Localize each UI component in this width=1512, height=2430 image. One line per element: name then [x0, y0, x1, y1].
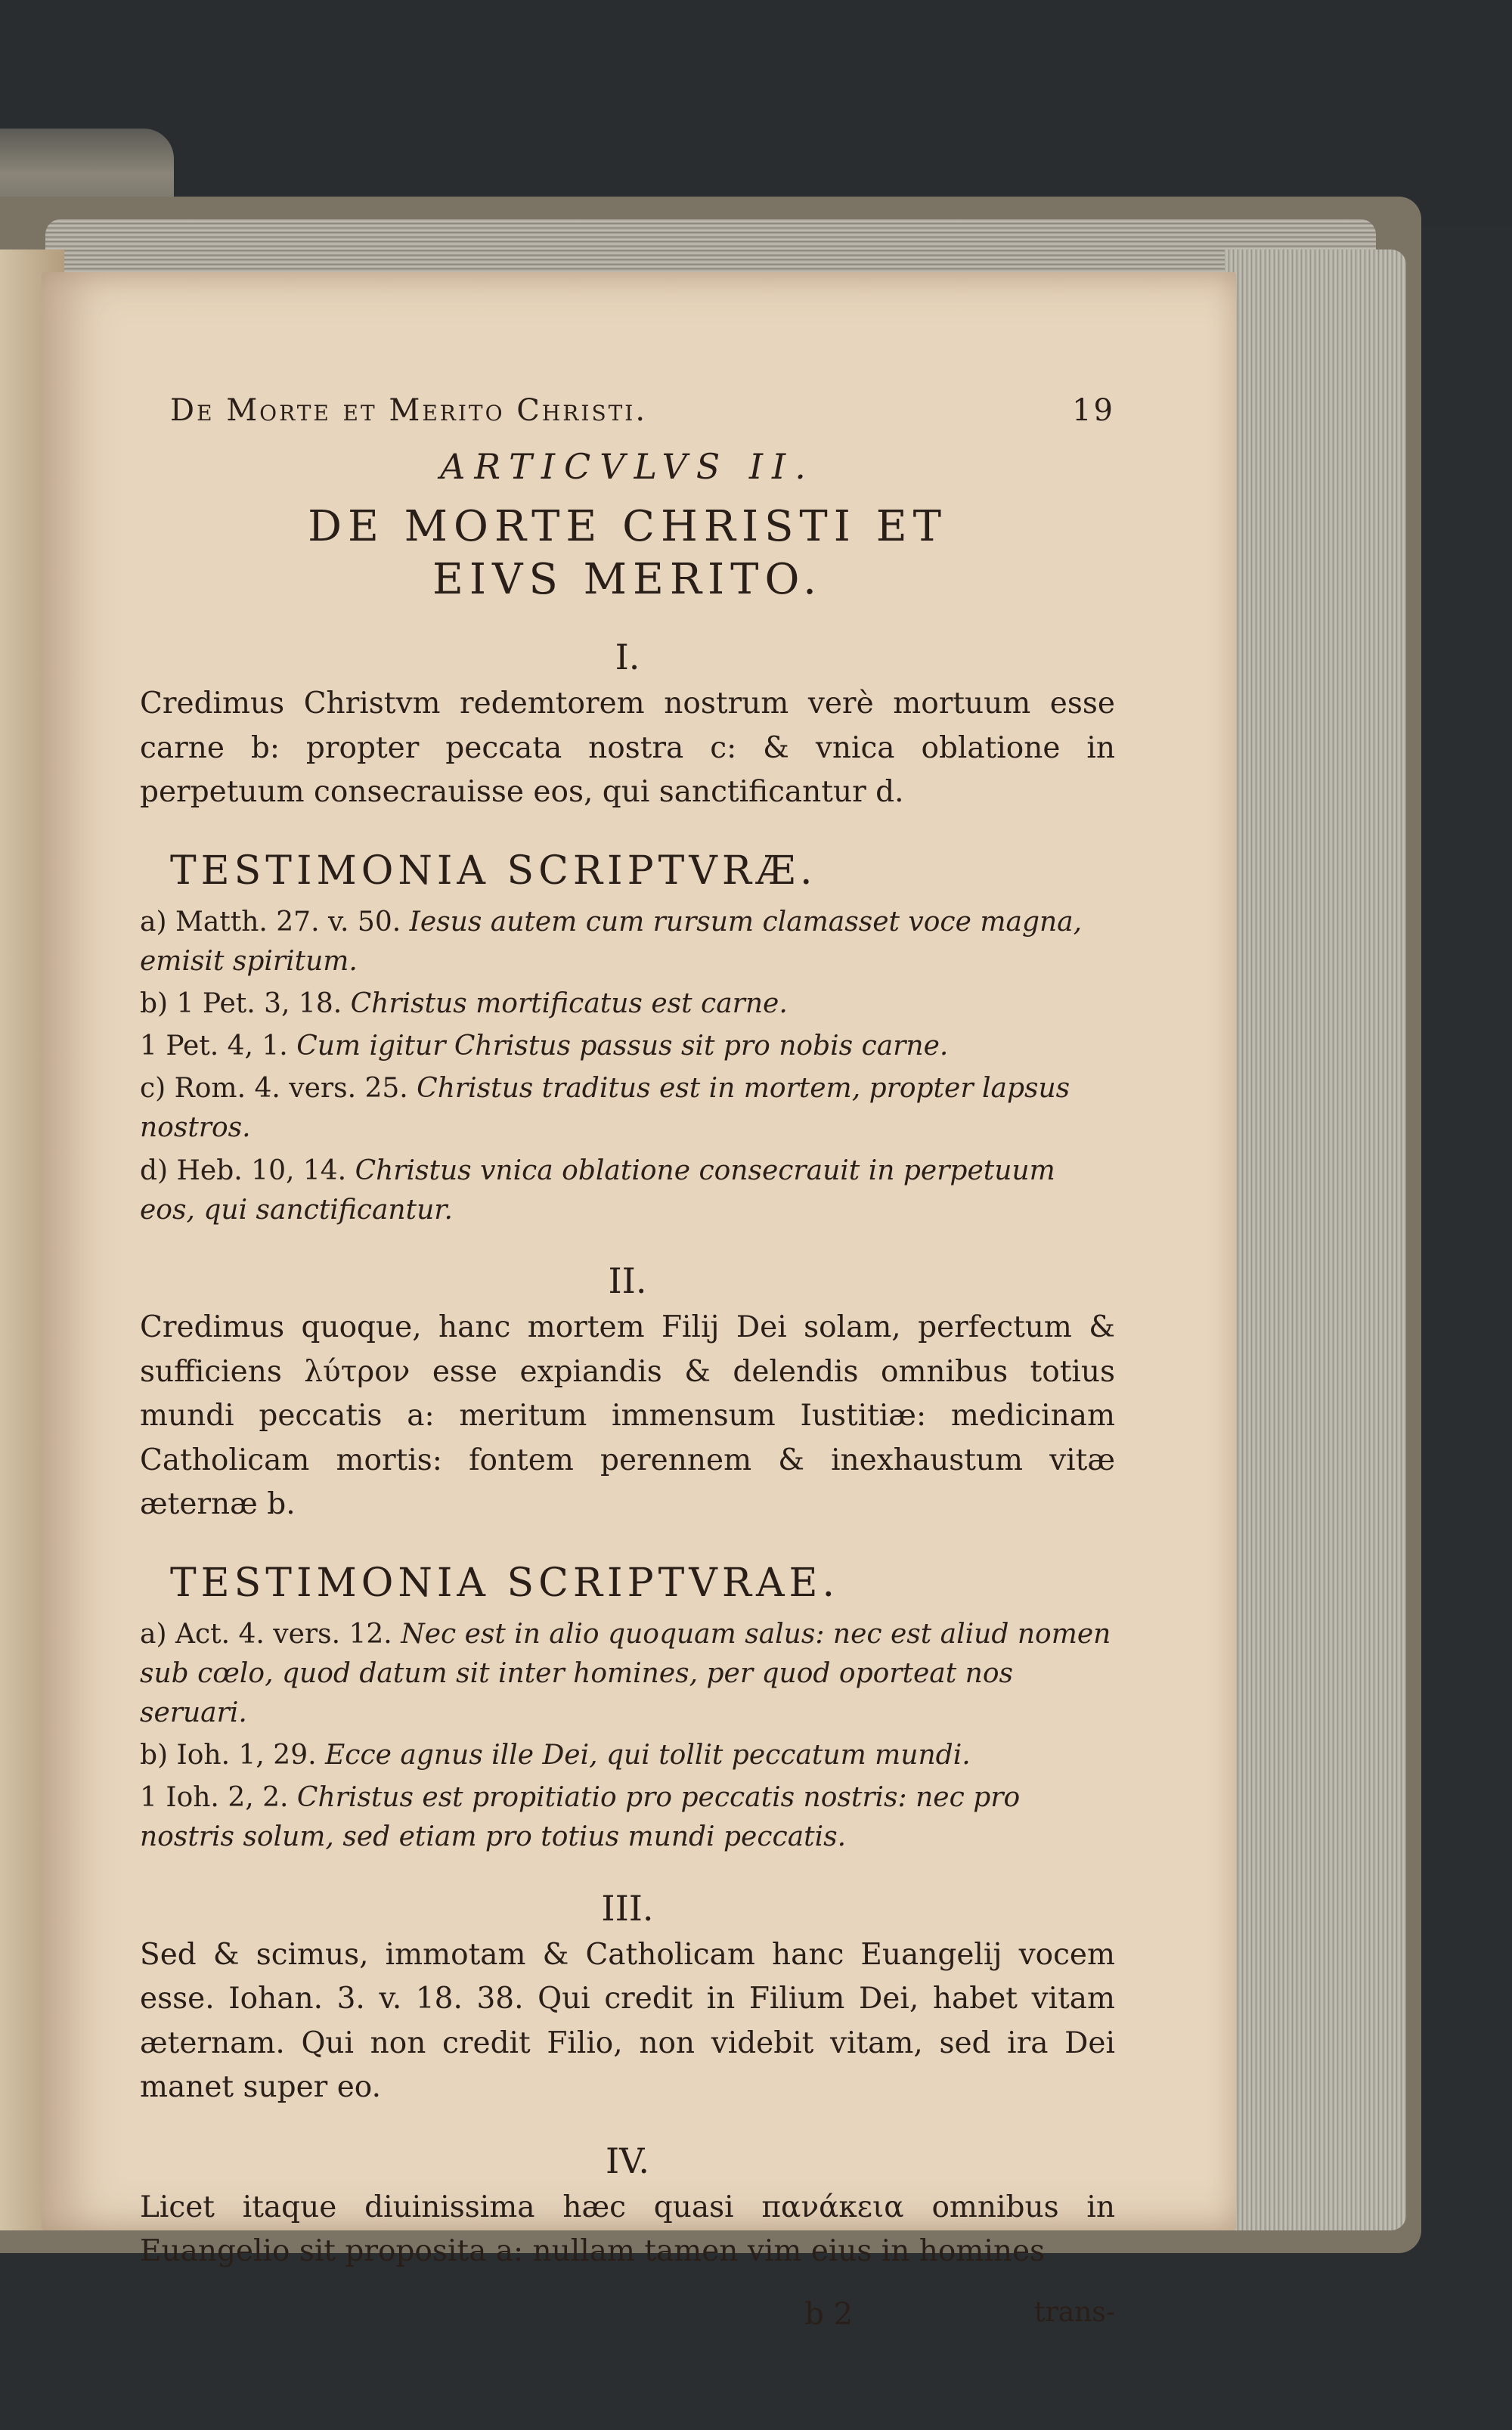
- page-edges-fore: [1225, 250, 1406, 2230]
- ref-quote: Iesus autem cum rursum clamasset voce magna, emisit spiritum.: [140, 906, 1083, 977]
- scripture-reference: [140, 1615, 1115, 1734]
- page-number: 19: [1072, 393, 1115, 428]
- scripture-reference: [140, 1069, 1115, 1148]
- ref-cite: 1 Ioh. 2, 2.: [140, 1782, 289, 1814]
- title-line-2: EIVS MERITO.: [432, 555, 823, 604]
- ref-cite: c) Rom. 4. vers. 25.: [140, 1073, 408, 1105]
- section-numeral: IV.: [606, 2140, 649, 2181]
- background: [0, 0, 1512, 227]
- running-head: [170, 393, 1115, 428]
- section-text: Credimus quoque, hanc mortem Filij Dei solam, perfectum & sufficiens λύτρον esse expiandis & delendis omnibus totius mundi peccatis a: meritum immensum Iustitiæ: medicinam Catholicam mortis: fontem perennem & inexhaustum vitæ æternæ b.: [140, 1310, 1115, 1521]
- scripture-reference: [140, 1151, 1115, 1230]
- ref-quote: Christus mortificatus est carne.: [350, 987, 788, 1019]
- testimonia-heading: TESTIMONIA SCRIPTVRAE.: [170, 1560, 840, 1606]
- ref-cite: d) Heb. 10, 14.: [140, 1155, 347, 1186]
- title-line-1: DE MORTE CHRISTI ET: [308, 502, 947, 551]
- scripture-reference: [140, 903, 1115, 981]
- scripture-reference: [140, 984, 1115, 1024]
- page-footer: [140, 2297, 1115, 2332]
- section-numeral: II.: [608, 1260, 647, 1301]
- section-numeral: III.: [601, 1887, 654, 1929]
- section-text: Sed & scimus, immotam & Catholicam hanc Euangelij vocem esse. Iohan. 3. v. 18. 38. Qui credit in Filium Dei, habet vitam æternam. Qui non credit Filio, non videbit vitam, sed ira Dei manet super eo.: [140, 1937, 1115, 2105]
- ref-quote: Christus est propitiatio pro peccatis nostris: nec pro nostris solum, sed etiam pro totius mundi peccatis.: [140, 1782, 1021, 1853]
- section-text: Credimus Christvm redemtorem nostrum verè mortuum esse carne b: propter peccata nostra c: & vnica oblatione in perpetuum consecrauisse eos, qui sanctificantur d.: [140, 687, 1115, 809]
- text-block: [140, 393, 1115, 2332]
- scripture-reference: [140, 1778, 1115, 1857]
- section-text: Licet itaque diuinissima hæc quasi πανάκεια omnibus in Euangelio sit proposita a: nullam tamen vim eius in homines: [140, 2190, 1115, 2269]
- scripture-reference: [140, 1736, 1115, 1775]
- ref-quote: Cum igitur Christus passus sit pro nobis carne.: [296, 1031, 949, 1062]
- testimonia-heading: TESTIMONIA SCRIPTVRÆ.: [170, 848, 817, 894]
- ref-quote: Ecce agnus ille Dei, qui tollit peccatum mundi.: [325, 1740, 971, 1771]
- article-label: ARTICVLVS II.: [440, 446, 815, 487]
- scripture-reference: [140, 1027, 1115, 1066]
- ref-quote: Nec est in alio quoquam salus: nec est aliud nomen sub cœlo, quod datum sit inter homines, per quod oporteat nos seruari.: [140, 1618, 1111, 1728]
- signature-mark: b 2: [804, 2296, 854, 2332]
- section-numeral: I.: [615, 637, 640, 677]
- running-head-title: De Morte et Merito Christi.: [170, 393, 648, 428]
- chapter-title: [140, 501, 1115, 606]
- ref-cite: a) Act. 4. vers. 12.: [140, 1618, 392, 1650]
- catchword: trans-: [1034, 2296, 1115, 2328]
- book-page: [42, 272, 1236, 2332]
- ref-cite: 1 Pet. 4, 1.: [140, 1031, 288, 1062]
- ref-cite: b) Ioh. 1, 29.: [140, 1740, 317, 1771]
- ref-cite: a) Matth. 27. v. 50.: [140, 906, 401, 938]
- ref-quote: Christus traditus est in mortem, propter lapsus nostros.: [140, 1073, 1070, 1144]
- ref-quote: Christus vnica oblatione consecrauit in perpetuum eos, qui sanctificantur.: [140, 1155, 1055, 1226]
- ref-cite: b) 1 Pet. 3, 18.: [140, 987, 342, 1019]
